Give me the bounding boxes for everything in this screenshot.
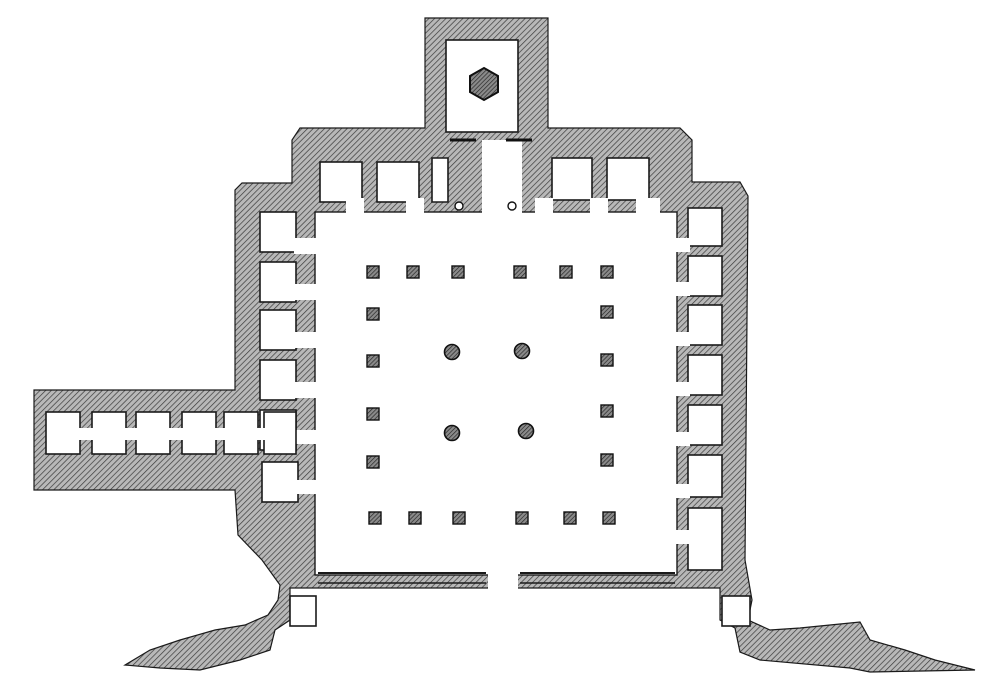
south-corner-rooms: [290, 596, 750, 626]
square-pillar: [601, 454, 613, 466]
square-pillar: [516, 512, 528, 524]
square-pillar: [514, 266, 526, 278]
hexagon-icon: [470, 68, 498, 100]
east-cell: [688, 208, 722, 246]
square-pillar: [407, 266, 419, 278]
square-pillar: [564, 512, 576, 524]
east-cell: [688, 405, 722, 445]
southwest-room: [290, 596, 316, 626]
west-cell: [260, 262, 296, 302]
corridor-cell: [182, 412, 216, 454]
west-cell: [260, 310, 296, 350]
north-cell: [607, 158, 649, 200]
square-pillar: [367, 308, 379, 320]
square-pillar: [369, 512, 381, 524]
square-pillar: [601, 354, 613, 366]
corridor-cell: [136, 412, 170, 454]
round-pillar: [445, 426, 460, 441]
round-column: [508, 202, 516, 210]
round-pillar: [519, 424, 534, 439]
north-cell: [552, 158, 592, 200]
east-cells: [688, 208, 722, 570]
east-cell: [688, 355, 722, 395]
round-pillar: [445, 345, 460, 360]
east-cell: [688, 455, 722, 497]
round-column: [455, 202, 463, 210]
square-pillar: [409, 512, 421, 524]
square-pillar: [367, 408, 379, 420]
square-pillar: [601, 266, 613, 278]
main-entrance-gap: [488, 570, 518, 592]
west-cell: [262, 462, 298, 502]
corridor-cell: [46, 412, 80, 454]
west-cell: [260, 212, 296, 252]
square-pillar: [453, 512, 465, 524]
east-cell: [688, 508, 722, 570]
east-cell: [688, 305, 722, 345]
square-pillar: [367, 456, 379, 468]
square-pillar: [560, 266, 572, 278]
north-cell: [320, 162, 362, 202]
square-pillar: [601, 306, 613, 318]
north-cell: [377, 162, 419, 202]
north-vestibule: [432, 158, 448, 202]
corridor-cell: [264, 412, 296, 454]
southeast-room: [722, 596, 750, 626]
square-pillar: [367, 266, 379, 278]
corridor-cell: [92, 412, 126, 454]
round-pillar: [515, 344, 530, 359]
east-cell: [688, 256, 722, 296]
square-pillar: [367, 355, 379, 367]
corridor-cell: [224, 412, 258, 454]
west-cell: [260, 360, 296, 400]
square-pillar: [603, 512, 615, 524]
square-pillar: [452, 266, 464, 278]
square-pillar: [601, 405, 613, 417]
